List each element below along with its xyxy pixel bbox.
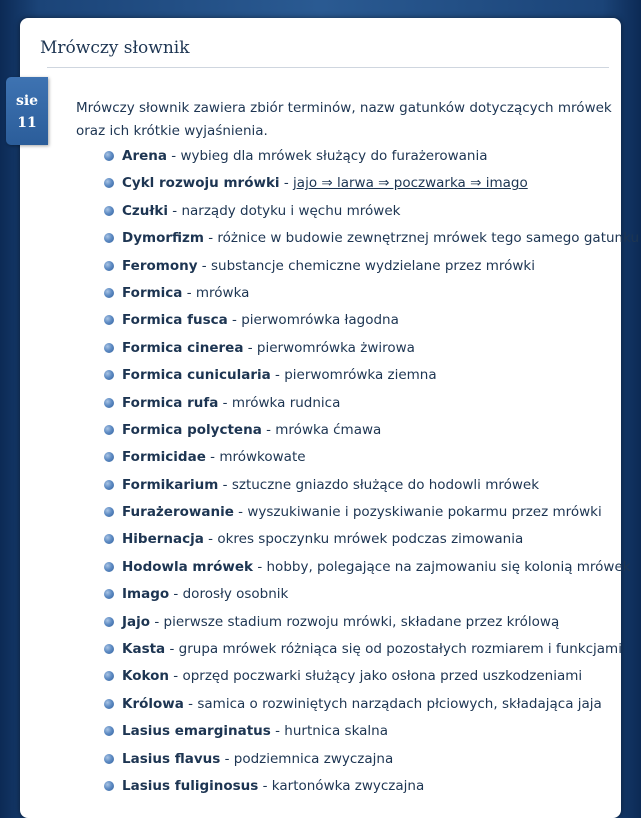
term-name: Kokon bbox=[122, 668, 169, 685]
term-description: pierwsze stadium rozwoju mrówki, składane przez królową bbox=[163, 613, 560, 630]
bullet-icon bbox=[104, 452, 114, 462]
bullet-icon bbox=[104, 534, 114, 544]
date-month: sie bbox=[15, 93, 39, 109]
term-description: pierwomrówka łagodna bbox=[241, 312, 399, 329]
term-description: hobby, polegające na zajmowaniu się kolonią mrówek bbox=[266, 558, 631, 575]
term-description: kartonówka zwyczajna bbox=[271, 777, 425, 794]
bullet-icon bbox=[104, 233, 114, 243]
glossary-item bbox=[104, 282, 639, 309]
term-separator: - bbox=[166, 148, 181, 164]
term-separator: - bbox=[168, 202, 182, 219]
term-description: mrówka ćmawa bbox=[275, 421, 382, 438]
bullet-icon bbox=[104, 699, 114, 709]
term-separator: - bbox=[203, 531, 218, 548]
glossary-item bbox=[104, 474, 639, 501]
term-description: wyszukiwanie i pozyskiwanie pokarmu przez mrówki bbox=[247, 504, 602, 521]
term-separator: - bbox=[218, 476, 232, 493]
term-name: Czułki bbox=[122, 202, 168, 219]
term-separator: - bbox=[150, 613, 164, 630]
term-separator: - bbox=[227, 312, 242, 329]
term-separator: - bbox=[253, 558, 267, 575]
term-name: Królowa bbox=[122, 695, 184, 712]
term-name: Jajo bbox=[122, 613, 151, 630]
term-description: substancje chemiczne wydzielane przez mrówki bbox=[210, 257, 535, 274]
term-description: podziemnica zwyczajna bbox=[233, 750, 394, 767]
title-divider bbox=[47, 67, 609, 68]
bullet-icon bbox=[104, 151, 114, 161]
bullet-icon bbox=[104, 261, 114, 271]
glossary-item bbox=[104, 419, 639, 446]
glossary-item bbox=[104, 748, 639, 775]
glossary-item bbox=[104, 446, 639, 473]
term-description: wybieg dla mrówek służący do furażerowania bbox=[180, 148, 488, 164]
term-separator: - bbox=[169, 586, 183, 603]
bullet-icon bbox=[104, 206, 114, 216]
term-description: różnice w budowie zewnętrznej mrówek tego samego gatunku bbox=[217, 230, 640, 247]
glossary-item bbox=[104, 556, 639, 583]
term-description: samica o rozwiniętych narządach płciowych, składająca jaja bbox=[197, 695, 602, 712]
term-name: Hibernacja bbox=[122, 531, 204, 548]
term-separator: - bbox=[205, 449, 220, 466]
term-separator: - bbox=[169, 668, 183, 685]
term-description: dorosły osobnik bbox=[182, 586, 289, 603]
bullet-icon bbox=[104, 671, 114, 681]
bullet-icon bbox=[104, 425, 114, 435]
term-name: Formicidae bbox=[122, 449, 206, 466]
bullet-icon bbox=[104, 754, 114, 764]
term-name: Furażerowanie bbox=[122, 504, 234, 521]
date-day: 11 bbox=[17, 115, 37, 131]
term-description: mrówka rudnica bbox=[231, 394, 341, 411]
term-separator: - bbox=[261, 421, 276, 438]
term-description: hurtnica skalna bbox=[284, 723, 389, 740]
glossary-item bbox=[104, 583, 639, 610]
glossary-item bbox=[104, 720, 639, 747]
term-separator: - bbox=[220, 750, 234, 767]
term-name: Lasius flavus bbox=[122, 750, 221, 767]
term-description: mrówkowate bbox=[219, 449, 306, 466]
term-separator: - bbox=[218, 394, 232, 411]
term-description: mrówka bbox=[195, 284, 250, 301]
term-name: Formikarium bbox=[122, 476, 219, 493]
term-description: narządy dotyku i węchu mrówek bbox=[181, 202, 401, 219]
bullet-icon bbox=[104, 370, 114, 380]
term-description: pierwomrówka ziemna bbox=[284, 367, 437, 384]
term-separator: - bbox=[165, 641, 179, 658]
term-separator: - bbox=[243, 339, 257, 356]
glossary-item bbox=[104, 665, 639, 692]
term-name: Lasius emarginatus bbox=[122, 723, 271, 740]
bullet-icon bbox=[104, 288, 114, 298]
term-name: Formica bbox=[122, 284, 183, 301]
bullet-icon bbox=[104, 178, 114, 188]
term-name: Hodowla mrówek bbox=[122, 558, 254, 575]
term-name: Formica cinerea bbox=[122, 339, 244, 356]
glossary-item bbox=[104, 172, 639, 199]
term-description-link[interactable]: jajo ⇒ larwa ⇒ poczwarka ⇒ imago bbox=[293, 175, 528, 192]
bullet-icon bbox=[104, 480, 114, 490]
glossary-item bbox=[104, 309, 639, 336]
term-description: grupa mrówek różniąca się od pozostałych rozmiarem i funkcjami bbox=[178, 641, 622, 658]
term-separator: - bbox=[233, 504, 248, 521]
bullet-icon bbox=[104, 589, 114, 599]
term-name: Feromony bbox=[122, 257, 198, 274]
glossary-item bbox=[104, 528, 639, 555]
bullet-icon bbox=[104, 562, 114, 572]
bullet-icon bbox=[104, 617, 114, 627]
term-description: sztuczne gniazdo służące do hodowli mrówek bbox=[231, 476, 540, 493]
term-separator: - bbox=[258, 777, 272, 794]
term-name: Imago bbox=[122, 586, 170, 603]
glossary-item bbox=[104, 392, 639, 419]
glossary-item bbox=[104, 693, 639, 720]
bullet-icon bbox=[104, 343, 114, 353]
date-badge bbox=[6, 77, 48, 145]
glossary-item bbox=[104, 255, 639, 282]
term-name: Dymorfizm bbox=[122, 230, 204, 247]
bullet-icon bbox=[104, 726, 114, 736]
term-name: Lasius fuliginosus bbox=[122, 777, 259, 794]
post-title[interactable]: Mrówczy słownik bbox=[40, 38, 190, 58]
term-separator: - bbox=[197, 257, 211, 274]
glossary-item bbox=[104, 364, 639, 391]
glossary-item bbox=[104, 145, 639, 172]
term-name: Formica rufa bbox=[122, 394, 219, 411]
term-name: Cykl rozwoju mrówki bbox=[122, 175, 280, 192]
glossary-item bbox=[104, 611, 639, 638]
term-separator: - bbox=[270, 723, 285, 740]
term-name: Formica cunicularia bbox=[122, 367, 271, 384]
term-name: Kasta bbox=[122, 641, 166, 658]
term-name: Formica polyctena bbox=[122, 421, 262, 438]
bullet-icon bbox=[104, 398, 114, 408]
glossary-item bbox=[104, 227, 639, 254]
term-description: okres spoczynku mrówek podczas zimowania bbox=[217, 531, 524, 548]
term-separator: - bbox=[279, 175, 294, 192]
glossary-item bbox=[104, 337, 639, 364]
term-separator: - bbox=[183, 695, 198, 712]
glossary-item bbox=[104, 638, 639, 665]
term-name: Formica fusca bbox=[122, 312, 228, 329]
bullet-icon bbox=[104, 507, 114, 517]
term-separator: - bbox=[270, 367, 285, 384]
bullet-icon bbox=[104, 781, 114, 791]
glossary-item bbox=[104, 200, 639, 227]
post-intro: Mrówczy słownik zawiera zbiór terminów, nazw gatunków dotyczących mrówek oraz ich krótkie wyjaśnienia. bbox=[76, 100, 612, 139]
post-card bbox=[20, 18, 640, 818]
term-description: oprzęd poczwarki służący jako osłona przed uszkodzeniami bbox=[182, 668, 583, 685]
bullet-icon bbox=[104, 315, 114, 325]
term-name: Arena bbox=[122, 148, 167, 164]
bullet-icon bbox=[104, 644, 114, 654]
glossary-list bbox=[104, 145, 639, 802]
term-description: pierwomrówka żwirowa bbox=[256, 339, 415, 356]
term-separator: - bbox=[203, 230, 218, 247]
glossary-item bbox=[104, 501, 639, 528]
term-separator: - bbox=[182, 284, 196, 301]
